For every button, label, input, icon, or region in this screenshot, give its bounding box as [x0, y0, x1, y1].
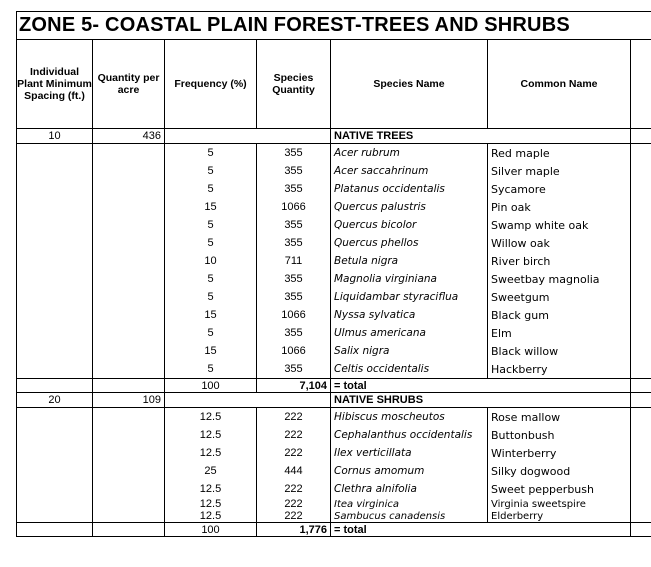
- shrub-species-quantity: 222: [257, 480, 331, 498]
- shrub-species-name: Cephalanthus occidentalis: [331, 426, 488, 444]
- shrub-common-name: Silky dogwood: [488, 462, 631, 480]
- shrub-species-name: Clethra alnifolia: [331, 480, 488, 498]
- tree-species-quantity: 355: [257, 162, 331, 180]
- shrub-species-name: Cornus amomum: [331, 462, 488, 480]
- trees-total-label: = total: [331, 379, 488, 393]
- tree-common-name: Sycamore: [488, 180, 631, 198]
- shrub-species-quantity: 222: [257, 444, 331, 462]
- tree-common-name: Elm: [488, 324, 631, 342]
- header-frequency: Frequency (%): [165, 40, 257, 129]
- tree-species-name: Quercus phellos: [331, 234, 488, 252]
- tree-species-quantity: 1066: [257, 342, 331, 360]
- tree-frequency: 15: [165, 198, 257, 216]
- tree-row: [17, 324, 651, 342]
- tree-species-name: Salix nigra: [331, 342, 488, 360]
- shrubs-spacing: 20: [17, 393, 93, 408]
- shrub-row: [17, 462, 651, 480]
- tree-frequency: 15: [165, 306, 257, 324]
- shrubs-category: NATIVE SHRUBS: [331, 393, 488, 408]
- tree-species-quantity: 355: [257, 288, 331, 306]
- shrub-common-name: Winterberry: [488, 444, 631, 462]
- tree-frequency: 5: [165, 144, 257, 163]
- tree-common-name: Willow oak: [488, 234, 631, 252]
- shrub-species-name: Hibiscus moscheutos: [331, 408, 488, 427]
- trees-category: NATIVE TREES: [331, 129, 488, 144]
- header-blank: [631, 40, 651, 129]
- tree-row: [17, 252, 651, 270]
- shrub-common-name: Elderberry: [488, 510, 631, 523]
- tree-frequency: 10: [165, 252, 257, 270]
- tree-frequency: 5: [165, 360, 257, 379]
- tree-species-quantity: 711: [257, 252, 331, 270]
- tree-row: [17, 198, 651, 216]
- shrub-frequency: 12.5: [165, 480, 257, 498]
- tree-frequency: 5: [165, 162, 257, 180]
- tree-frequency: 5: [165, 216, 257, 234]
- group-row-trees: [17, 129, 651, 144]
- shrubs-quantity: 109: [93, 393, 165, 408]
- tree-common-name: Sweetbay magnolia: [488, 270, 631, 288]
- shrubs-total-label: = total: [331, 523, 488, 537]
- tree-species-name: Ulmus americana: [331, 324, 488, 342]
- tree-common-name: River birch: [488, 252, 631, 270]
- shrub-species-quantity: 222: [257, 426, 331, 444]
- tree-species-quantity: 1066: [257, 306, 331, 324]
- trees-total-quantity: 7,104: [257, 379, 331, 393]
- shrub-rows: [17, 408, 651, 523]
- trees-spacing: 10: [17, 129, 93, 144]
- shrub-frequency: 12.5: [165, 408, 257, 427]
- shrubs-total-frequency: 100: [165, 523, 257, 537]
- tree-row: [17, 306, 651, 324]
- tree-species-quantity: 355: [257, 324, 331, 342]
- tree-common-name: Sweetgum: [488, 288, 631, 306]
- tree-species-quantity: 355: [257, 216, 331, 234]
- shrub-common-name: Sweet pepperbush: [488, 480, 631, 498]
- shrub-species-quantity: 222: [257, 510, 331, 523]
- planting-table: [16, 39, 651, 537]
- tree-species-name: Liquidambar styraciflua: [331, 288, 488, 306]
- shrub-row: [17, 498, 651, 510]
- tree-row: [17, 288, 651, 306]
- shrub-species-name: Sambucus canadensis: [331, 510, 488, 523]
- tree-species-name: Quercus palustris: [331, 198, 488, 216]
- tree-common-name: Swamp white oak: [488, 216, 631, 234]
- shrub-frequency: 12.5: [165, 498, 257, 510]
- shrubs-total-quantity: 1,776: [257, 523, 331, 537]
- header-species-quantity: Species Quantity: [257, 40, 331, 129]
- tree-row: [17, 144, 651, 163]
- shrub-row: [17, 408, 651, 427]
- tree-row: [17, 180, 651, 198]
- tree-frequency: 5: [165, 180, 257, 198]
- tree-species-name: Acer saccahrinum: [331, 162, 488, 180]
- tree-row: [17, 216, 651, 234]
- tree-row: [17, 162, 651, 180]
- header-common-name: Common Name: [488, 40, 631, 129]
- tree-row: [17, 360, 651, 379]
- tree-species-name: Betula nigra: [331, 252, 488, 270]
- shrub-common-name: Rose mallow: [488, 408, 631, 427]
- tree-frequency: 5: [165, 270, 257, 288]
- tree-species-quantity: 355: [257, 144, 331, 163]
- tree-common-name: Black gum: [488, 306, 631, 324]
- tree-species-name: Acer rubrum: [331, 144, 488, 163]
- header-spacing: Individual Plant Minimum Spacing (ft.): [17, 40, 93, 129]
- shrub-row: [17, 510, 651, 523]
- shrub-species-quantity: 222: [257, 498, 331, 510]
- tree-species-name: Quercus bicolor: [331, 216, 488, 234]
- shrub-row: [17, 480, 651, 498]
- tree-species-quantity: 355: [257, 180, 331, 198]
- trees-total-frequency: 100: [165, 379, 257, 393]
- tree-species-quantity: 355: [257, 360, 331, 379]
- tree-common-name: Black willow: [488, 342, 631, 360]
- header-quantity: Quantity per acre: [93, 40, 165, 129]
- tree-frequency: 5: [165, 324, 257, 342]
- tree-common-name: Red maple: [488, 144, 631, 163]
- shrub-species-name: Itea virginica: [331, 498, 488, 510]
- tree-frequency: 5: [165, 288, 257, 306]
- shrub-common-name: Buttonbush: [488, 426, 631, 444]
- tree-rows: [17, 144, 651, 379]
- shrubs-total-row: [17, 523, 651, 537]
- tree-frequency: 5: [165, 234, 257, 252]
- shrub-species-name: Ilex verticillata: [331, 444, 488, 462]
- tree-frequency: 15: [165, 342, 257, 360]
- group-row-shrubs: [17, 393, 651, 408]
- tree-species-name: Celtis occidentalis: [331, 360, 488, 379]
- tree-species-quantity: 355: [257, 270, 331, 288]
- header-row: [17, 40, 651, 129]
- trees-total-row: [17, 379, 651, 393]
- tree-species-quantity: 1066: [257, 198, 331, 216]
- header-species-name: Species Name: [331, 40, 488, 129]
- trees-quantity: 436: [93, 129, 165, 144]
- tree-row: [17, 234, 651, 252]
- shrub-row: [17, 444, 651, 462]
- shrub-species-quantity: 444: [257, 462, 331, 480]
- tree-common-name: Hackberry: [488, 360, 631, 379]
- shrub-common-name: Virginia sweetspire: [488, 498, 631, 510]
- shrub-frequency: 12.5: [165, 510, 257, 523]
- shrub-row: [17, 426, 651, 444]
- tree-common-name: Silver maple: [488, 162, 631, 180]
- tree-species-name: Nyssa sylvatica: [331, 306, 488, 324]
- page-title: ZONE 5- COASTAL PLAIN FOREST-TREES AND SHRUBS: [16, 11, 651, 39]
- tree-common-name: Pin oak: [488, 198, 631, 216]
- shrub-frequency: 12.5: [165, 426, 257, 444]
- tree-row: [17, 342, 651, 360]
- shrub-species-quantity: 222: [257, 408, 331, 427]
- tree-species-name: Platanus occidentalis: [331, 180, 488, 198]
- tree-row: [17, 270, 651, 288]
- planting-table-sheet: [16, 11, 651, 537]
- shrub-frequency: 25: [165, 462, 257, 480]
- tree-species-quantity: 355: [257, 234, 331, 252]
- shrub-frequency: 12.5: [165, 444, 257, 462]
- tree-species-name: Magnolia virginiana: [331, 270, 488, 288]
